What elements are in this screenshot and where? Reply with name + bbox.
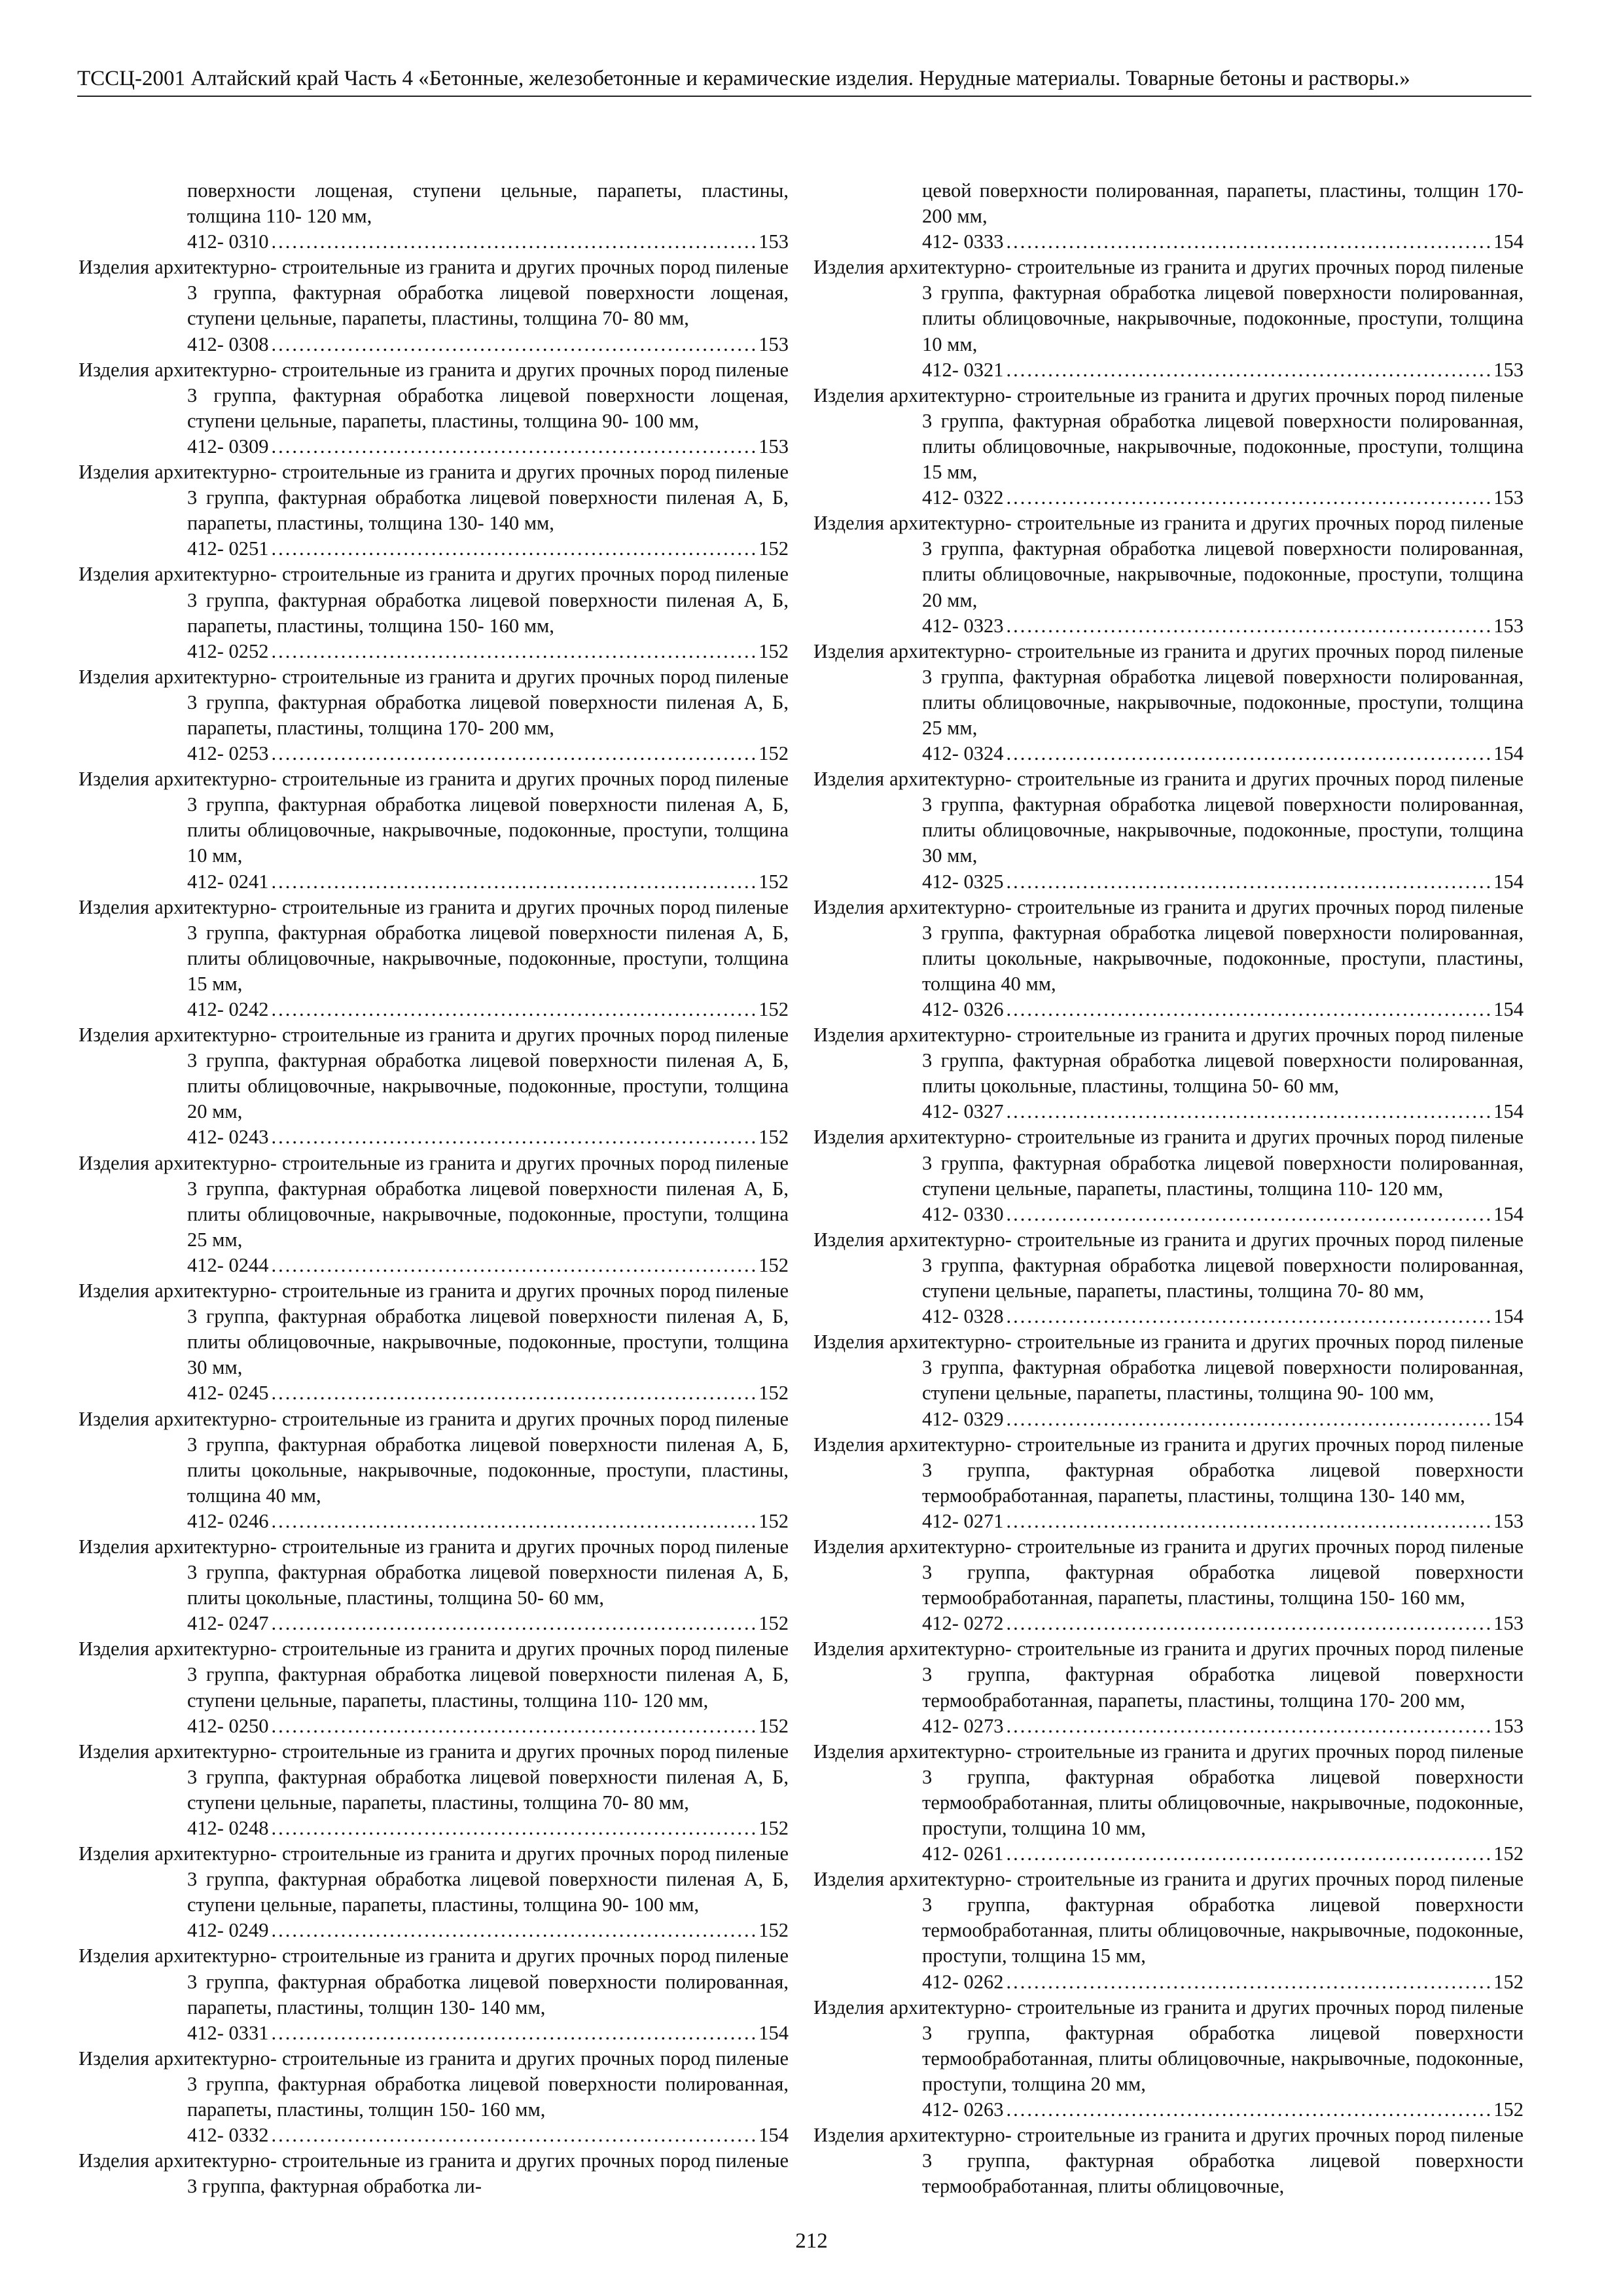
entry-leader xyxy=(187,434,789,459)
dot-leader xyxy=(1007,1611,1491,1636)
entry-page-number: 153 xyxy=(1493,614,1524,637)
dot-leader xyxy=(1007,1969,1491,1995)
entry-page-number: 154 xyxy=(1493,230,1524,253)
entry-text: Изделия архитектурно- строительные из гранита и других прочных пород пиленые 3 группа, фактурная обработка лицевой поверхности пиленая А, Б, ступени цельные, парапеты, пластины, толщина 70- 80 мм, xyxy=(79,1740,789,1814)
dot-leader xyxy=(1007,229,1491,255)
entry-leader xyxy=(187,1713,789,1739)
index-entry xyxy=(813,178,1524,255)
dot-leader xyxy=(272,229,757,255)
entry-leader xyxy=(922,1304,1524,1329)
entry-code: 412- 0271 xyxy=(922,1509,1004,1532)
entry-leader xyxy=(187,1509,789,1534)
dot-leader xyxy=(1007,485,1491,511)
entry-leader xyxy=(922,1713,1524,1739)
entry-code: 412- 0242 xyxy=(187,998,269,1020)
entry-leader xyxy=(187,1253,789,1278)
entry-leader xyxy=(187,1816,789,1841)
entry-text: Изделия архитектурно- строительные из гранита и других прочных пород пиленые 3 группа, фактурная обработка лицевой поверхности пиленая А, Б, плиты цокольные, пластины, толщина 50- 60 мм, xyxy=(79,1535,789,1609)
entry-leader xyxy=(187,229,789,255)
index-entry xyxy=(79,1636,789,1738)
entry-text: Изделия архитектурно- строительные из гранита и других прочных пород пиленые 3 группа, фактурная обработка лицевой поверхности пиленая А, Б, плиты облицовочные, накрывочные, подоконные, проступи, толщина 10 мм, xyxy=(79,768,789,867)
entry-text: Изделия архитектурно- строительные из гранита и других прочных пород пиленые 3 группа, фактурная обработка лицевой поверхности термообработанная, парапеты, пластины, толщина 150- 160 мм, xyxy=(813,1535,1524,1609)
entry-code: 412- 0326 xyxy=(922,998,1004,1020)
index-entry xyxy=(813,1124,1524,1227)
entry-code: 412- 0332 xyxy=(187,2124,269,2147)
entry-code: 412- 0325 xyxy=(922,870,1004,893)
entry-page-number: 152 xyxy=(1493,2098,1524,2121)
index-entry xyxy=(813,255,1524,382)
entry-code: 412- 0250 xyxy=(187,1714,269,1737)
entry-page-number: 154 xyxy=(1493,1100,1524,1123)
entry-text: Изделия архитектурно- строительные из гранита и других прочных пород пиленые 3 группа, фактурная обработка лицевой поверхности пиленая А, Б, плиты облицовочные, накрывочные, подоконные, проступи, толщина 20 мм, xyxy=(79,1024,789,1123)
entry-page-number: 153 xyxy=(758,230,789,253)
entry-page-number: 154 xyxy=(1493,1305,1524,1328)
entry-text: Изделия архитектурно- строительные из гранита и других прочных пород пиленые 3 группа, фактурная обработка лицевой поверхности полированная, плиты цокольные, накрывочные, подоконные, проступи, пластины, толщина 40 мм, xyxy=(813,895,1524,995)
dot-leader xyxy=(272,1124,757,1150)
dot-leader xyxy=(272,434,757,459)
dot-leader xyxy=(272,2020,757,2046)
entry-text: Изделия архитектурно- строительные из гранита и других прочных пород пиленые 3 группа, фактурная обработка ли- xyxy=(79,2149,789,2198)
index-entry xyxy=(79,357,789,459)
dot-leader xyxy=(1007,357,1491,383)
entry-text: Изделия архитектурно- строительные из гранита и других прочных пород пиленые 3 группа, фактурная обработка лицевой поверхности полированная, плиты облицовочные, накрывочные, подоконные, проступи, толщина 30 мм, xyxy=(813,768,1524,867)
page-number: 212 xyxy=(795,2229,828,2253)
entry-leader xyxy=(187,332,789,357)
entry-code: 412- 0308 xyxy=(187,332,269,355)
entry-text: Изделия архитектурно- строительные из гранита и других прочных пород пиленые 3 группа, фактурная обработка лицевой поверхности пиленая А, Б, плиты облицовочные, накрывочные, подоконные, проступи, толщина 30 мм, xyxy=(79,1280,789,1379)
entry-leader xyxy=(922,1509,1524,1534)
index-entry xyxy=(79,1739,789,1841)
entry-code: 412- 0244 xyxy=(187,1253,269,1276)
dot-leader xyxy=(272,741,757,766)
entry-code: 412- 0253 xyxy=(187,742,269,765)
entry-page-number: 154 xyxy=(1493,1407,1524,1430)
entry-page-number: 153 xyxy=(1493,486,1524,509)
entry-page-number: 152 xyxy=(758,742,789,765)
dot-leader xyxy=(272,1713,757,1739)
entry-text: Изделия архитектурно- строительные из гранита и других прочных пород пиленые 3 группа, фактурная обработка лицевой поверхности полированная, парапеты, пластины, толщин 150- 160 мм, xyxy=(79,2047,789,2121)
entry-code: 412- 0309 xyxy=(187,435,269,457)
entry-code: 412- 0322 xyxy=(922,486,1004,509)
entry-code: 412- 0323 xyxy=(922,614,1004,637)
index-entry xyxy=(79,1943,789,2045)
dot-leader xyxy=(1007,741,1491,766)
entry-code: 412- 0273 xyxy=(922,1714,1004,1737)
entry-page-number: 152 xyxy=(758,1612,789,1635)
entry-page-number: 153 xyxy=(1493,358,1524,381)
entry-code: 412- 0261 xyxy=(922,1842,1004,1865)
entry-code: 412- 0247 xyxy=(187,1612,269,1635)
dot-leader xyxy=(272,536,757,562)
entry-code: 412- 0248 xyxy=(187,1817,269,1839)
entry-page-number: 154 xyxy=(758,2124,789,2147)
index-entry xyxy=(813,2123,1524,2199)
entry-code: 412- 0328 xyxy=(922,1305,1004,1328)
index-entry xyxy=(79,178,789,255)
entry-leader xyxy=(922,1841,1524,1867)
entry-leader xyxy=(922,1099,1524,1124)
index-entry xyxy=(79,1278,789,1406)
entry-text: Изделия архитектурно- строительные из гранита и других прочных пород пиленые 3 группа, фактурная обработка лицевой поверхности полированная, плиты облицовочные, накрывочные, подоконные, проступи, толщина 15 мм, xyxy=(813,384,1524,484)
index-entry xyxy=(813,1867,1524,1994)
entry-code: 412- 0310 xyxy=(187,230,269,253)
entry-leader xyxy=(922,1611,1524,1636)
entry-code: 412- 0321 xyxy=(922,358,1004,381)
index-entry xyxy=(813,895,1524,1022)
entry-leader xyxy=(187,2020,789,2046)
entry-text: Изделия архитектурно- строительные из гранита и других прочных пород пиленые 3 группа, фактурная обработка лицевой поверхности пиленая А, Б, парапеты, пластины, толщина 150- 160 мм, xyxy=(79,563,789,637)
entry-text: Изделия архитектурно- строительные из гранита и других прочных пород пиленые 3 группа, фактурная обработка лицевой поверхности пиленая А, Б, ступени цельные, парапеты, пластины, толщина 110- 120 мм, xyxy=(79,1638,789,1712)
entry-page-number: 152 xyxy=(758,1253,789,1276)
entry-leader xyxy=(187,536,789,562)
entry-page-number: 152 xyxy=(758,639,789,662)
index-column-left xyxy=(79,178,789,2199)
page-header: ТССЦ-2001 Алтайский край Часть 4 «Бетонные, железобетонные и керамические изделия. Нерудные материалы. Товарные бетоны и растворы.» xyxy=(77,65,1531,97)
entry-text: Изделия архитектурно- строительные из гранита и других прочных пород пиленые 3 группа, фактурная обработка лицевой поверхности термообработанная, плиты облицовочные, накрывочные, подоконные, проступи, толщина 10 мм, xyxy=(813,1740,1524,1839)
entry-text: Изделия архитектурно- строительные из гранита и других прочных пород пиленые 3 группа, фактурная обработка лицевой поверхности полированная, плиты облицовочные, накрывочные, подоконные, проступи, толщина 25 мм, xyxy=(813,639,1524,739)
entry-text: поверхности лощеная, ступени цельные, парапеты, пластины, толщина 110- 120 мм, xyxy=(187,179,789,228)
entry-leader xyxy=(922,997,1524,1022)
index-entry xyxy=(813,1995,1524,2123)
dot-leader xyxy=(1007,1304,1491,1329)
entry-text: Изделия архитектурно- строительные из гранита и других прочных пород пиленые 3 группа, фактурная обработка лицевой поверхности пиленая А, Б, ступени цельные, парапеты, пластины, толщина 90- 100 мм, xyxy=(79,1842,789,1916)
index-entry xyxy=(79,895,789,1022)
entry-leader xyxy=(922,1202,1524,1227)
entry-page-number: 153 xyxy=(1493,1612,1524,1635)
entry-text: Изделия архитектурно- строительные из гранита и других прочных пород пиленые 3 группа, фактурная обработка лицевой поверхности полированная, парапеты, пластины, толщин 130- 140 мм, xyxy=(79,1945,789,2018)
index-entry xyxy=(79,562,789,664)
dot-leader xyxy=(1007,869,1491,895)
entry-leader xyxy=(187,639,789,664)
dot-leader xyxy=(1007,1407,1491,1432)
entry-text: Изделия архитектурно- строительные из гранита и других прочных пород пиленые 3 группа, фактурная обработка лицевой поверхности термообработанная, парапеты, пластины, толщина 170- 200 мм, xyxy=(813,1638,1524,1712)
entry-code: 412- 0251 xyxy=(187,537,269,560)
entry-leader xyxy=(187,1611,789,1636)
entry-text: Изделия архитектурно- строительные из гранита и других прочных пород пиленые 3 группа, фактурная обработка лицевой поверхности полированная, плиты облицовочные, накрывочные, подоконные, проступи, толщина 20 мм, xyxy=(813,512,1524,611)
entry-text: Изделия архитектурно- строительные из гранита и других прочных пород пиленые 3 группа, фактурная обработка лицевой поверхности термообработанная, плиты облицовочные, накрывочные, подоконные, проступи, толщина 20 мм, xyxy=(813,1996,1524,2095)
index-entry xyxy=(79,1534,789,1636)
entry-text: Изделия архитектурно- строительные из гранита и других прочных пород пиленые 3 группа, фактурная обработка лицевой поверхности пиленая А, Б, парапеты, пластины, толщина 130- 140 мм, xyxy=(79,461,789,535)
index-entry xyxy=(79,459,789,562)
entry-page-number: 152 xyxy=(758,870,789,893)
entry-leader xyxy=(922,1407,1524,1432)
entry-page-number: 153 xyxy=(758,332,789,355)
entry-leader xyxy=(187,869,789,895)
entry-page-number: 153 xyxy=(1493,1509,1524,1532)
index-entry xyxy=(79,766,789,894)
entry-code: 412- 0263 xyxy=(922,2098,1004,2121)
entry-text: Изделия архитектурно- строительные из гранита и других прочных пород пиленые 3 группа, фактурная обработка лицевой поверхности пиленая А, Б, плиты облицовочные, накрывочные, подоконные, проступи, толщина 15 мм, xyxy=(79,895,789,995)
index-entry xyxy=(813,1227,1524,1329)
entry-code: 412- 0243 xyxy=(187,1126,269,1149)
dot-leader xyxy=(272,1611,757,1636)
entry-code: 412- 0329 xyxy=(922,1407,1004,1430)
entry-page-number: 152 xyxy=(758,998,789,1020)
entry-code: 412- 0246 xyxy=(187,1509,269,1532)
entry-code: 412- 0330 xyxy=(922,1202,1004,1225)
entry-leader xyxy=(922,613,1524,639)
entry-text: Изделия архитектурно- строительные из гранита и других прочных пород пиленые 3 группа, фактурная обработка лицевой поверхности полированная, ступени цельные, парапеты, пластины, толщина 90- 100 мм, xyxy=(813,1331,1524,1405)
entry-page-number: 154 xyxy=(1493,998,1524,1020)
entry-code: 412- 0331 xyxy=(187,2021,269,2044)
entry-text: Изделия архитектурно- строительные из гранита и других прочных пород пиленые 3 группа, фактурная обработка лицевой поверхности лощеная, ступени цельные, парапеты, пластины, толщина 70- 80 мм, xyxy=(79,256,789,330)
index-entry xyxy=(813,766,1524,894)
entry-text: Изделия архитектурно- строительные из гранита и других прочных пород пиленые 3 группа, фактурная обработка лицевой поверхности термообработанная, плиты облицовочные, накрывочные, подоконные, проступи, толщина 15 мм, xyxy=(813,1868,1524,1967)
entry-code: 412- 0333 xyxy=(922,230,1004,253)
entry-leader xyxy=(922,357,1524,383)
dot-leader xyxy=(272,869,757,895)
entry-leader xyxy=(187,1380,789,1406)
index-entry xyxy=(79,664,789,766)
index-entry xyxy=(79,255,789,357)
index-entry xyxy=(79,1407,789,1534)
dot-leader xyxy=(1007,1509,1491,1534)
entry-text: цевой поверхности полированная, парапеты, пластины, толщин 170- 200 мм, xyxy=(922,179,1524,228)
index-entry xyxy=(79,2046,789,2148)
dot-leader xyxy=(272,2123,757,2148)
index-entry xyxy=(79,2148,789,2199)
entry-page-number: 154 xyxy=(1493,870,1524,893)
entry-leader xyxy=(922,1969,1524,1995)
entry-page-number: 152 xyxy=(758,537,789,560)
dot-leader xyxy=(1007,997,1491,1022)
dot-leader xyxy=(272,1816,757,1841)
entry-leader xyxy=(187,1918,789,1943)
dot-leader xyxy=(272,639,757,664)
index-entry xyxy=(813,639,1524,766)
entry-page-number: 152 xyxy=(1493,1842,1524,1865)
index-entry xyxy=(79,1151,789,1278)
dot-leader xyxy=(1007,1841,1491,1867)
entry-text: Изделия архитектурно- строительные из гранита и других прочных пород пиленые 3 группа, фактурная обработка лицевой поверхности полированная, плиты облицовочные, накрывочные, подоконные, проступи, толщина 10 мм, xyxy=(813,256,1524,355)
index-entry xyxy=(79,1841,789,1943)
entry-page-number: 154 xyxy=(1493,742,1524,765)
entry-page-number: 154 xyxy=(1493,1202,1524,1225)
dot-leader xyxy=(272,1918,757,1943)
entry-text: Изделия архитектурно- строительные из гранита и других прочных пород пиленые 3 группа, фактурная обработка лицевой поверхности полированная, ступени цельные, парапеты, пластины, толщина 110- 120 мм, xyxy=(813,1126,1524,1200)
entry-leader xyxy=(187,1124,789,1150)
index-entry xyxy=(813,1329,1524,1431)
entry-leader xyxy=(187,741,789,766)
dot-leader xyxy=(272,1509,757,1534)
entry-code: 412- 0262 xyxy=(922,1970,1004,1993)
entry-text: Изделия архитектурно- строительные из гранита и других прочных пород пиленые 3 группа, фактурная обработка лицевой поверхности термообработанная, плиты облицовочные, xyxy=(813,2124,1524,2198)
entry-code: 412- 0249 xyxy=(187,1919,269,1942)
entry-text: Изделия архитектурно- строительные из гранита и других прочных пород пиленые 3 группа, фактурная обработка лицевой поверхности лощеная, ступени цельные, парапеты, пластины, толщина 90- 100 мм, xyxy=(79,358,789,432)
entry-page-number: 152 xyxy=(758,1919,789,1942)
entry-leader xyxy=(922,741,1524,766)
entry-page-number: 152 xyxy=(758,1817,789,1839)
entry-leader xyxy=(922,2097,1524,2123)
entry-page-number: 152 xyxy=(758,1509,789,1532)
entry-page-number: 152 xyxy=(758,1714,789,1737)
dot-leader xyxy=(272,1380,757,1406)
entry-page-number: 152 xyxy=(758,1382,789,1405)
dot-leader xyxy=(1007,1713,1491,1739)
entry-leader xyxy=(922,485,1524,511)
index-entry xyxy=(813,1022,1524,1124)
entry-text: Изделия архитектурно- строительные из гранита и других прочных пород пиленые 3 группа, фактурная обработка лицевой поверхности пиленая А, Б, парапеты, пластины, толщина 170- 200 мм, xyxy=(79,665,789,739)
index-entry xyxy=(813,383,1524,511)
entry-code: 412- 0245 xyxy=(187,1382,269,1405)
dot-leader xyxy=(1007,2097,1491,2123)
entry-code: 412- 0324 xyxy=(922,742,1004,765)
entry-page-number: 153 xyxy=(1493,1714,1524,1737)
entry-text: Изделия архитектурно- строительные из гранита и других прочных пород пиленые 3 группа, фактурная обработка лицевой поверхности полированная, плиты цокольные, пластины, толщина 50- 60 мм, xyxy=(813,1024,1524,1098)
dot-leader xyxy=(272,332,757,357)
entry-code: 412- 0327 xyxy=(922,1100,1004,1123)
entry-page-number: 153 xyxy=(758,435,789,457)
dot-leader xyxy=(1007,1202,1491,1227)
entry-text: Изделия архитектурно- строительные из гранита и других прочных пород пиленые 3 группа, фактурная обработка лицевой поверхности термообработанная, парапеты, пластины, толщина 130- 140 мм, xyxy=(813,1433,1524,1507)
index-entry xyxy=(813,1739,1524,1867)
entry-leader xyxy=(922,869,1524,895)
entry-page-number: 152 xyxy=(758,1126,789,1149)
dot-leader xyxy=(1007,613,1491,639)
entry-page-number: 152 xyxy=(1493,1970,1524,1993)
index-entry xyxy=(79,1022,789,1150)
entry-leader xyxy=(922,229,1524,255)
index-column-right xyxy=(813,178,1524,2199)
entry-text: Изделия архитектурно- строительные из гранита и других прочных пород пиленые 3 группа, фактурная обработка лицевой поверхности пиленая А, Б, плиты облицовочные, накрывочные, подоконные, проступи, толщина 25 мм, xyxy=(79,1151,789,1251)
entry-text: Изделия архитектурно- строительные из гранита и других прочных пород пиленые 3 группа, фактурная обработка лицевой поверхности пиленая А, Б, плиты цокольные, накрывочные, подоконные, проступи, пластины, толщина 40 мм, xyxy=(79,1407,789,1507)
entry-page-number: 154 xyxy=(758,2021,789,2044)
entry-code: 412- 0252 xyxy=(187,639,269,662)
entry-leader xyxy=(187,2123,789,2148)
index-entry xyxy=(813,1432,1524,1534)
index-entry xyxy=(813,511,1524,638)
entry-leader xyxy=(187,997,789,1022)
dot-leader xyxy=(272,1253,757,1278)
entry-code: 412- 0241 xyxy=(187,870,269,893)
dot-leader xyxy=(1007,1099,1491,1124)
dot-leader xyxy=(272,997,757,1022)
index-entry xyxy=(813,1636,1524,1738)
entry-code: 412- 0272 xyxy=(922,1612,1004,1635)
index-entry xyxy=(813,1534,1524,1636)
entry-text: Изделия архитектурно- строительные из гранита и других прочных пород пиленые 3 группа, фактурная обработка лицевой поверхности полированная, ступени цельные, парапеты, пластины, толщина 70- 80 мм, xyxy=(813,1228,1524,1302)
